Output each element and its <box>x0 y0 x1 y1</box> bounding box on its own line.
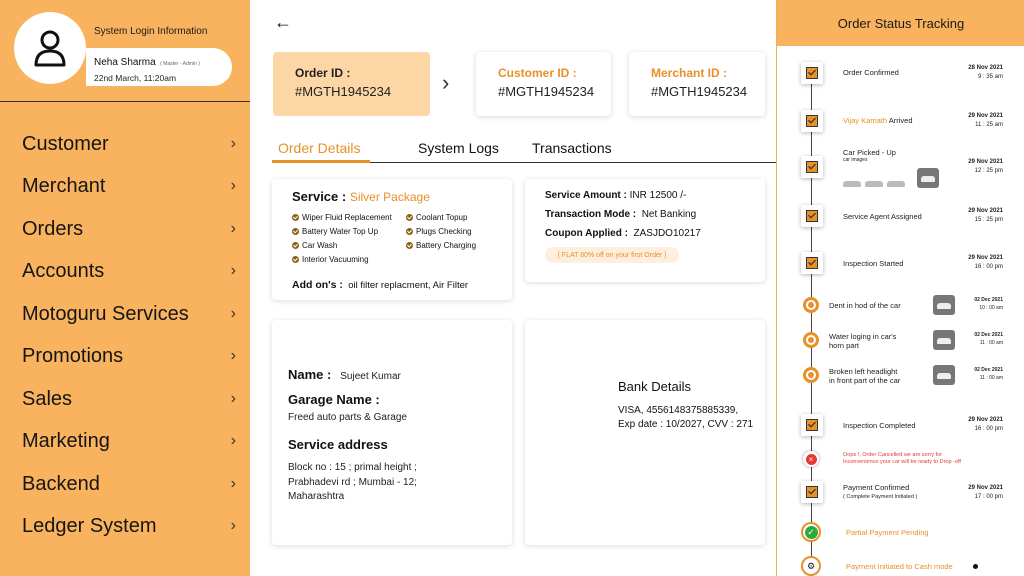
step-label: Payment Initiated to Cash mode <box>846 562 953 571</box>
chevron-right-icon: › <box>230 177 236 194</box>
chevron-right-icon: › <box>230 517 236 534</box>
menu-item-accounts[interactable] <box>0 250 250 292</box>
chevron-right-icon: › <box>230 432 236 449</box>
feature-item: Coolant Topup <box>406 213 467 222</box>
menu-label: Merchant <box>22 174 106 197</box>
step-date: 02 Dec 2021 11 : 00 am <box>974 332 1003 346</box>
check-circle-icon: ✓ <box>801 522 821 542</box>
car-image-icon[interactable] <box>887 181 905 187</box>
merchant-id-card[interactable] <box>629 52 765 116</box>
merchant-id-label: Merchant ID : <box>651 66 728 80</box>
menu-item-ledger-system[interactable] <box>0 505 250 547</box>
tab-order-details[interactable]: Order Details <box>278 140 361 156</box>
tracking-title: Order Status Tracking <box>777 0 1024 46</box>
check-icon <box>406 214 413 221</box>
checkbox-icon <box>801 156 823 178</box>
step-label: Service Agent Assigned <box>843 212 922 221</box>
menu-label: Orders <box>22 217 84 240</box>
check-icon <box>292 256 299 263</box>
chevron-right-icon: › <box>230 305 236 322</box>
coupon-applied: Coupon Applied : ZASJDO10217 <box>545 228 701 239</box>
car-image-icon[interactable] <box>917 168 939 188</box>
service-card <box>272 179 512 300</box>
menu-item-merchant[interactable] <box>0 165 250 207</box>
addons <box>292 279 468 291</box>
step-label: Payment Confirmed <box>843 483 910 492</box>
service-title <box>292 189 430 204</box>
feature-item: Battery Charging <box>406 241 476 250</box>
customer-id-card[interactable] <box>476 52 611 116</box>
feature-item: Plugs Checking <box>406 227 472 236</box>
status-ring-icon <box>803 332 819 348</box>
check-icon <box>292 242 299 249</box>
menu-label: Backend <box>22 472 100 495</box>
order-id-label: Order ID : <box>295 66 351 80</box>
customer-id-value: #MGTH1945234 <box>498 84 595 99</box>
tracking-panel <box>776 0 1024 576</box>
car-image-icon[interactable] <box>933 330 955 350</box>
bank-expiry: Exp date : 10/2027, CVV : 271 <box>618 419 754 430</box>
address-line: Prabhadevi rd ; Mumbai - 12; <box>288 477 417 488</box>
car-image-icon[interactable] <box>933 295 955 315</box>
chevron-right-icon: › <box>230 135 236 152</box>
car-image-icon[interactable] <box>933 365 955 385</box>
cash-icon: ⚙ <box>801 556 821 576</box>
active-tab-indicator <box>272 160 370 163</box>
step-date: 29 Nov 2021 11 : 25 am <box>968 113 1003 128</box>
menu-item-customer[interactable] <box>0 123 250 165</box>
menu-label: Motoguru Services <box>22 302 189 325</box>
customer-name: Name : Sujeet Kumar <box>288 367 401 382</box>
checkbox-icon <box>801 205 823 227</box>
chevron-right-icon: › <box>230 475 236 492</box>
addons-value: oil filter replacment, Air Filter <box>348 280 469 291</box>
step-date: 29 Nov 2021 16 : 00 pm <box>968 255 1003 270</box>
cancel-icon: × <box>803 451 819 467</box>
tab-system-logs[interactable]: System Logs <box>418 140 499 156</box>
user-name: Neha Sharma <box>94 57 156 68</box>
menu-item-promotions[interactable] <box>0 335 250 377</box>
bank-card-number: VISA, 4556148375885339, <box>618 405 739 416</box>
checkbox-icon <box>801 62 823 84</box>
login-info-title: System Login Information <box>94 26 208 37</box>
step-label: ( Complete Payment Initiated ) <box>843 494 918 500</box>
offer-badge: ( FLAT 60% off on your first Order ) <box>545 247 679 263</box>
step-date: 29 Nov 2021 17 : 00 pm <box>968 485 1003 500</box>
step-date: 29 Nov 2021 16 : 00 pm <box>968 417 1003 432</box>
step-date: 28 Nov 2021 9 : 35 am <box>968 65 1003 80</box>
feature-item: Interior Vacuuming <box>292 255 369 264</box>
service-package: Silver Package <box>349 190 430 204</box>
menu-item-motoguru-services[interactable] <box>0 293 250 335</box>
service-label: Service : <box>292 189 347 204</box>
status-ring-icon <box>803 297 819 313</box>
menu-label: Promotions <box>22 344 124 367</box>
user-info <box>86 48 232 86</box>
chevron-right-icon: › <box>230 262 236 279</box>
check-icon <box>292 214 299 221</box>
chevron-right-icon: › <box>442 70 450 95</box>
check-icon <box>292 228 299 235</box>
step-date: 02 Dec 2021 10 : 00 am <box>974 297 1003 311</box>
merchant-id-value: #MGTH1945234 <box>651 84 748 99</box>
checkbox-icon <box>801 414 823 436</box>
login-time: 22nd March, 11:20am <box>94 73 177 83</box>
addons-label: Add on's : <box>292 279 343 291</box>
menu-label: Accounts <box>22 259 105 282</box>
transaction-mode: Transaction Mode : Net Banking <box>545 209 697 220</box>
step-label: horn part <box>829 341 860 350</box>
service-amount: Service Amount : INR 12500 /- <box>545 190 687 201</box>
divider <box>0 101 250 102</box>
step-label: Dent in hod of the car <box>829 301 901 310</box>
step-label: Oops !, Order Cancelled we are sorry for <box>843 452 943 458</box>
chevron-right-icon: › <box>230 390 236 407</box>
step-date: 29 Nov 2021 15 : 25 pm <box>968 208 1003 223</box>
car-image-icon[interactable] <box>865 181 883 187</box>
order-id-card[interactable] <box>273 52 430 116</box>
sidebar <box>0 0 250 576</box>
checkbox-icon <box>801 110 823 132</box>
check-icon <box>406 228 413 235</box>
menu-label: Ledger System <box>22 514 157 537</box>
feature-item: Wiper Fluid Replacement <box>292 213 392 222</box>
menu-label: Marketing <box>22 429 110 452</box>
car-image-icon[interactable] <box>843 181 861 187</box>
user-role: ( Master - Admin ) <box>160 61 200 67</box>
step-label: Partial Payment Pending <box>846 528 929 537</box>
service-address-label: Service address <box>288 437 388 452</box>
menu-item-sales[interactable] <box>0 378 250 420</box>
bank-card <box>525 320 765 545</box>
step-label: Vijay Kamath Arrived <box>843 116 913 125</box>
chevron-right-icon: › <box>230 220 236 237</box>
chevron-right-icon: › <box>230 347 236 364</box>
checkbox-icon <box>801 252 823 274</box>
menu-item-marketing[interactable] <box>0 420 250 462</box>
check-icon <box>406 242 413 249</box>
menu-label: Sales <box>22 387 73 410</box>
address-line: Block no : 15 ; primal height ; <box>288 462 417 473</box>
garage-name: Freed auto parts & Garage <box>288 412 407 423</box>
order-id-value: #MGTH1945234 <box>295 84 392 99</box>
back-arrow-icon[interactable]: ← <box>274 12 292 32</box>
avatar[interactable] <box>14 12 86 84</box>
step-label: Order Confirmed <box>843 68 899 77</box>
menu-label: Customer <box>22 132 109 155</box>
user-icon <box>33 29 67 67</box>
payment-card <box>525 179 765 282</box>
checkbox-icon <box>801 481 823 503</box>
step-label: in front part of the car <box>829 376 901 385</box>
step-label: Water loging in car's <box>829 332 897 341</box>
feature-item: Battery Water Top Up <box>292 227 378 236</box>
status-ring-icon <box>803 367 819 383</box>
bank-title: Bank Details <box>618 379 691 394</box>
address-line: Maharashtra <box>288 491 345 502</box>
customer-card <box>272 320 512 545</box>
garage-label: Garage Name : <box>288 392 380 407</box>
step-date: 29 Nov 2021 12 : 25 pm <box>968 159 1003 174</box>
step-sublabel: car images <box>843 157 868 163</box>
menu-item-backend[interactable] <box>0 463 250 505</box>
menu-item-orders[interactable] <box>0 208 250 250</box>
step-label: Inconvenience your car will be ready to Drop -off <box>843 459 961 465</box>
status-dot <box>973 564 978 569</box>
step-label: Inspection Started <box>843 259 904 268</box>
step-label: Inspection Completed <box>843 421 916 430</box>
step-label: Broken left headlight <box>829 367 898 376</box>
step-label: Car Picked - Up <box>843 148 896 157</box>
car-images <box>843 174 909 192</box>
feature-item: Car Wash <box>292 241 337 250</box>
tab-transactions[interactable]: Transactions <box>532 140 612 156</box>
customer-id-label: Customer ID : <box>498 66 577 80</box>
step-date: 02 Dec 2021 11 : 00 am <box>974 367 1003 381</box>
